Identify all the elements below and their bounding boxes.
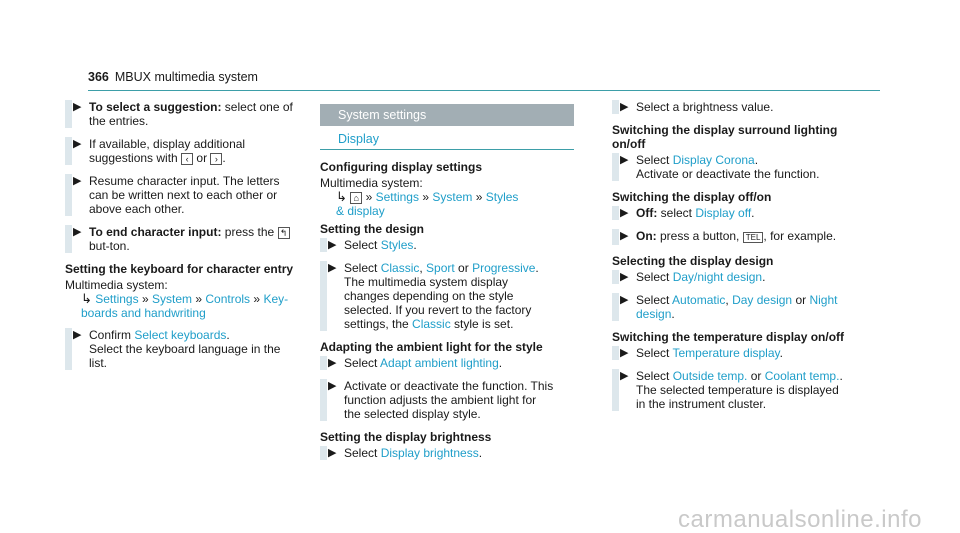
step-text: Select [636,270,673,284]
step [320,356,555,370]
menu-link[interactable]: Sport [426,261,455,275]
section-subtitle: Display [320,132,574,150]
section-heading: Setting the display brightness [320,430,492,444]
step-label: To select a suggestion: [89,100,222,114]
section-heading: Switching the display off/on [612,190,772,204]
step-text: or [193,151,211,165]
step [65,137,300,165]
menu-link[interactable]: Display off [695,206,752,220]
multimedia-label: Multimedia system: [65,278,168,292]
arrow-icon: ▶ [73,175,82,187]
menu-path [320,190,555,218]
path-item[interactable]: Styles [485,190,519,204]
arrow-icon: ▶ [620,294,629,306]
chevron-left-icon: ‹ [181,153,193,165]
step-text: . [222,151,226,165]
step-text: . [671,307,675,321]
step-text: Select [344,446,381,460]
step-text: . [226,328,230,342]
step-text: or [454,261,473,275]
arrow-icon: ▶ [328,357,337,369]
section-bar: System settings [320,104,574,126]
step-text: , [419,261,427,275]
step [612,100,847,114]
double-chevron-icon: » [475,190,483,204]
step-text: press the [221,225,278,239]
step-text: but-ton. [89,239,130,253]
step-text: select one of the entries. [89,100,293,128]
step-label: Off: [636,206,658,220]
step [65,328,300,370]
path-item[interactable]: Settings [95,292,139,306]
step-text: style is set. [450,317,514,331]
step-text: . [478,446,483,460]
arrow-icon: ▶ [328,239,337,251]
arrow-icon: ▶ [328,447,337,459]
menu-link[interactable]: Adapt ambient lighting [380,356,499,370]
step-text: . [839,369,843,383]
phone-key-icon: TEL [743,232,764,243]
section-heading: Configuring display settings [320,160,483,174]
arrow-icon: ▶ [620,154,629,166]
menu-link[interactable]: Day design [732,293,793,307]
column-right [612,100,847,420]
double-chevron-icon: » [422,190,430,204]
page-number: 366 [88,70,109,84]
menu-path [65,292,300,320]
step-text: . [535,261,539,275]
menu-link[interactable]: Display Corona [672,153,755,167]
double-chevron-icon: » [253,292,261,306]
menu-link[interactable]: Classic [380,261,420,275]
step [320,238,555,252]
step-text: . [754,153,759,167]
menu-link[interactable]: Coolant temp. [764,369,840,383]
menu-link[interactable]: Temperature display [672,346,780,360]
arrow-icon: ▶ [620,370,629,382]
step-text: Select a brightness value. [636,100,774,114]
step-text: Select [636,369,673,383]
step [65,174,300,216]
step-text: Select [636,346,673,360]
step [320,261,555,331]
arrow-icon: ▶ [73,226,82,238]
menu-link[interactable]: Display brightness [380,446,479,460]
multimedia-label: Multimedia system: [320,176,423,190]
step [612,229,847,245]
double-chevron-icon: » [365,190,373,204]
chevron-right-icon: › [210,153,222,165]
step-label: To end character input: [89,225,222,239]
arrow-icon: ▶ [620,207,629,219]
step [612,369,847,411]
arrow-icon: ▶ [328,262,337,274]
section-heading: Setting the keyboard for character entry [65,262,294,276]
step-text: Select [344,356,381,370]
arrow-icon: ▶ [620,230,629,242]
section-heading: Switching the temperature display on/off [612,330,845,344]
menu-link[interactable]: Styles [380,238,414,252]
arrow-icon: ▶ [328,380,337,392]
step-text: Select [344,261,381,275]
column-middle [320,104,555,469]
column-left [65,100,300,379]
step [612,293,847,321]
step-text: . [779,346,783,360]
step-text: Activate or deactivate the function. [636,167,820,181]
step [612,270,847,284]
step-text: press a button, [656,229,743,243]
section-heading: Selecting the display design [612,254,774,268]
step-text: Activate or deactivate the function. This function adjusts the ambient light for the selected display style. [344,379,554,421]
arrow-icon: ▶ [73,329,82,341]
watermark: carmanualsonline.info [678,506,922,533]
step [612,206,847,220]
path-item[interactable]: System [432,190,473,204]
home-icon[interactable]: ⌂ [350,192,362,204]
step-text: If available, display additional suggestions with [89,137,246,165]
step [320,379,555,421]
step-text: . [762,270,766,284]
path-item[interactable]: System [151,292,192,306]
arrow-icon: ▶ [73,101,82,113]
path-start-icon: ↳ [81,291,92,306]
step-text: select [657,206,696,220]
step-text: Confirm [89,328,135,342]
double-chevron-icon: » [141,292,149,306]
back-arrow-icon: ↰ [278,227,290,239]
step [612,346,847,360]
path-item[interactable]: & display [336,204,385,218]
header-rule [88,90,880,91]
arrow-icon: ▶ [620,101,629,113]
path-item[interactable]: Controls [205,292,251,306]
menu-link[interactable]: Night design [636,293,838,321]
section-heading: Adapting the ambient light for the style [320,340,543,354]
step [65,100,300,128]
arrow-icon: ▶ [620,347,629,359]
menu-link[interactable]: Select keyboards [134,328,227,342]
step-text: . [498,356,503,370]
path-item[interactable]: Key-boards and handwriting [81,292,289,320]
step-text: The selected temperature is displayed in the instrument cluster. [636,383,839,411]
header-title: MBUX multimedia system [114,70,258,84]
path-item[interactable]: Settings [375,190,419,204]
step [612,153,847,181]
step-text: Select [344,238,381,252]
menu-link[interactable]: Progressive [472,261,536,275]
menu-link[interactable]: Automatic [672,293,726,307]
section-heading: Switching the display surround lighting on/off [612,123,838,151]
step-text: , for example. [763,229,837,243]
step-text: or [792,293,810,307]
step-text: . [413,238,417,252]
step-text: . [751,206,755,220]
section-heading: Setting the design [320,222,425,236]
page-header [88,70,258,84]
step-text: Resume character input. The letters can be written next to each other or above each other. [89,174,280,216]
path-start-icon: ↳ [336,189,347,204]
arrow-icon: ▶ [620,271,629,283]
menu-link[interactable]: Day/night design [672,270,763,284]
step [320,446,555,460]
menu-link[interactable]: Classic [412,317,451,331]
step-text: , [725,293,733,307]
double-chevron-icon: » [195,292,203,306]
step-text: Select [636,293,673,307]
step [65,225,300,253]
arrow-icon: ▶ [73,138,82,150]
menu-link[interactable]: Outside temp. [672,369,748,383]
step-text: Select the keyboard language in the list. [89,342,281,370]
step-label: On: [636,229,657,243]
step-text: Select [636,153,673,167]
step-text: The multimedia system display changes depending on the style selected. If you revert to the factory settings, the [344,275,532,331]
step-text: or [747,369,765,383]
